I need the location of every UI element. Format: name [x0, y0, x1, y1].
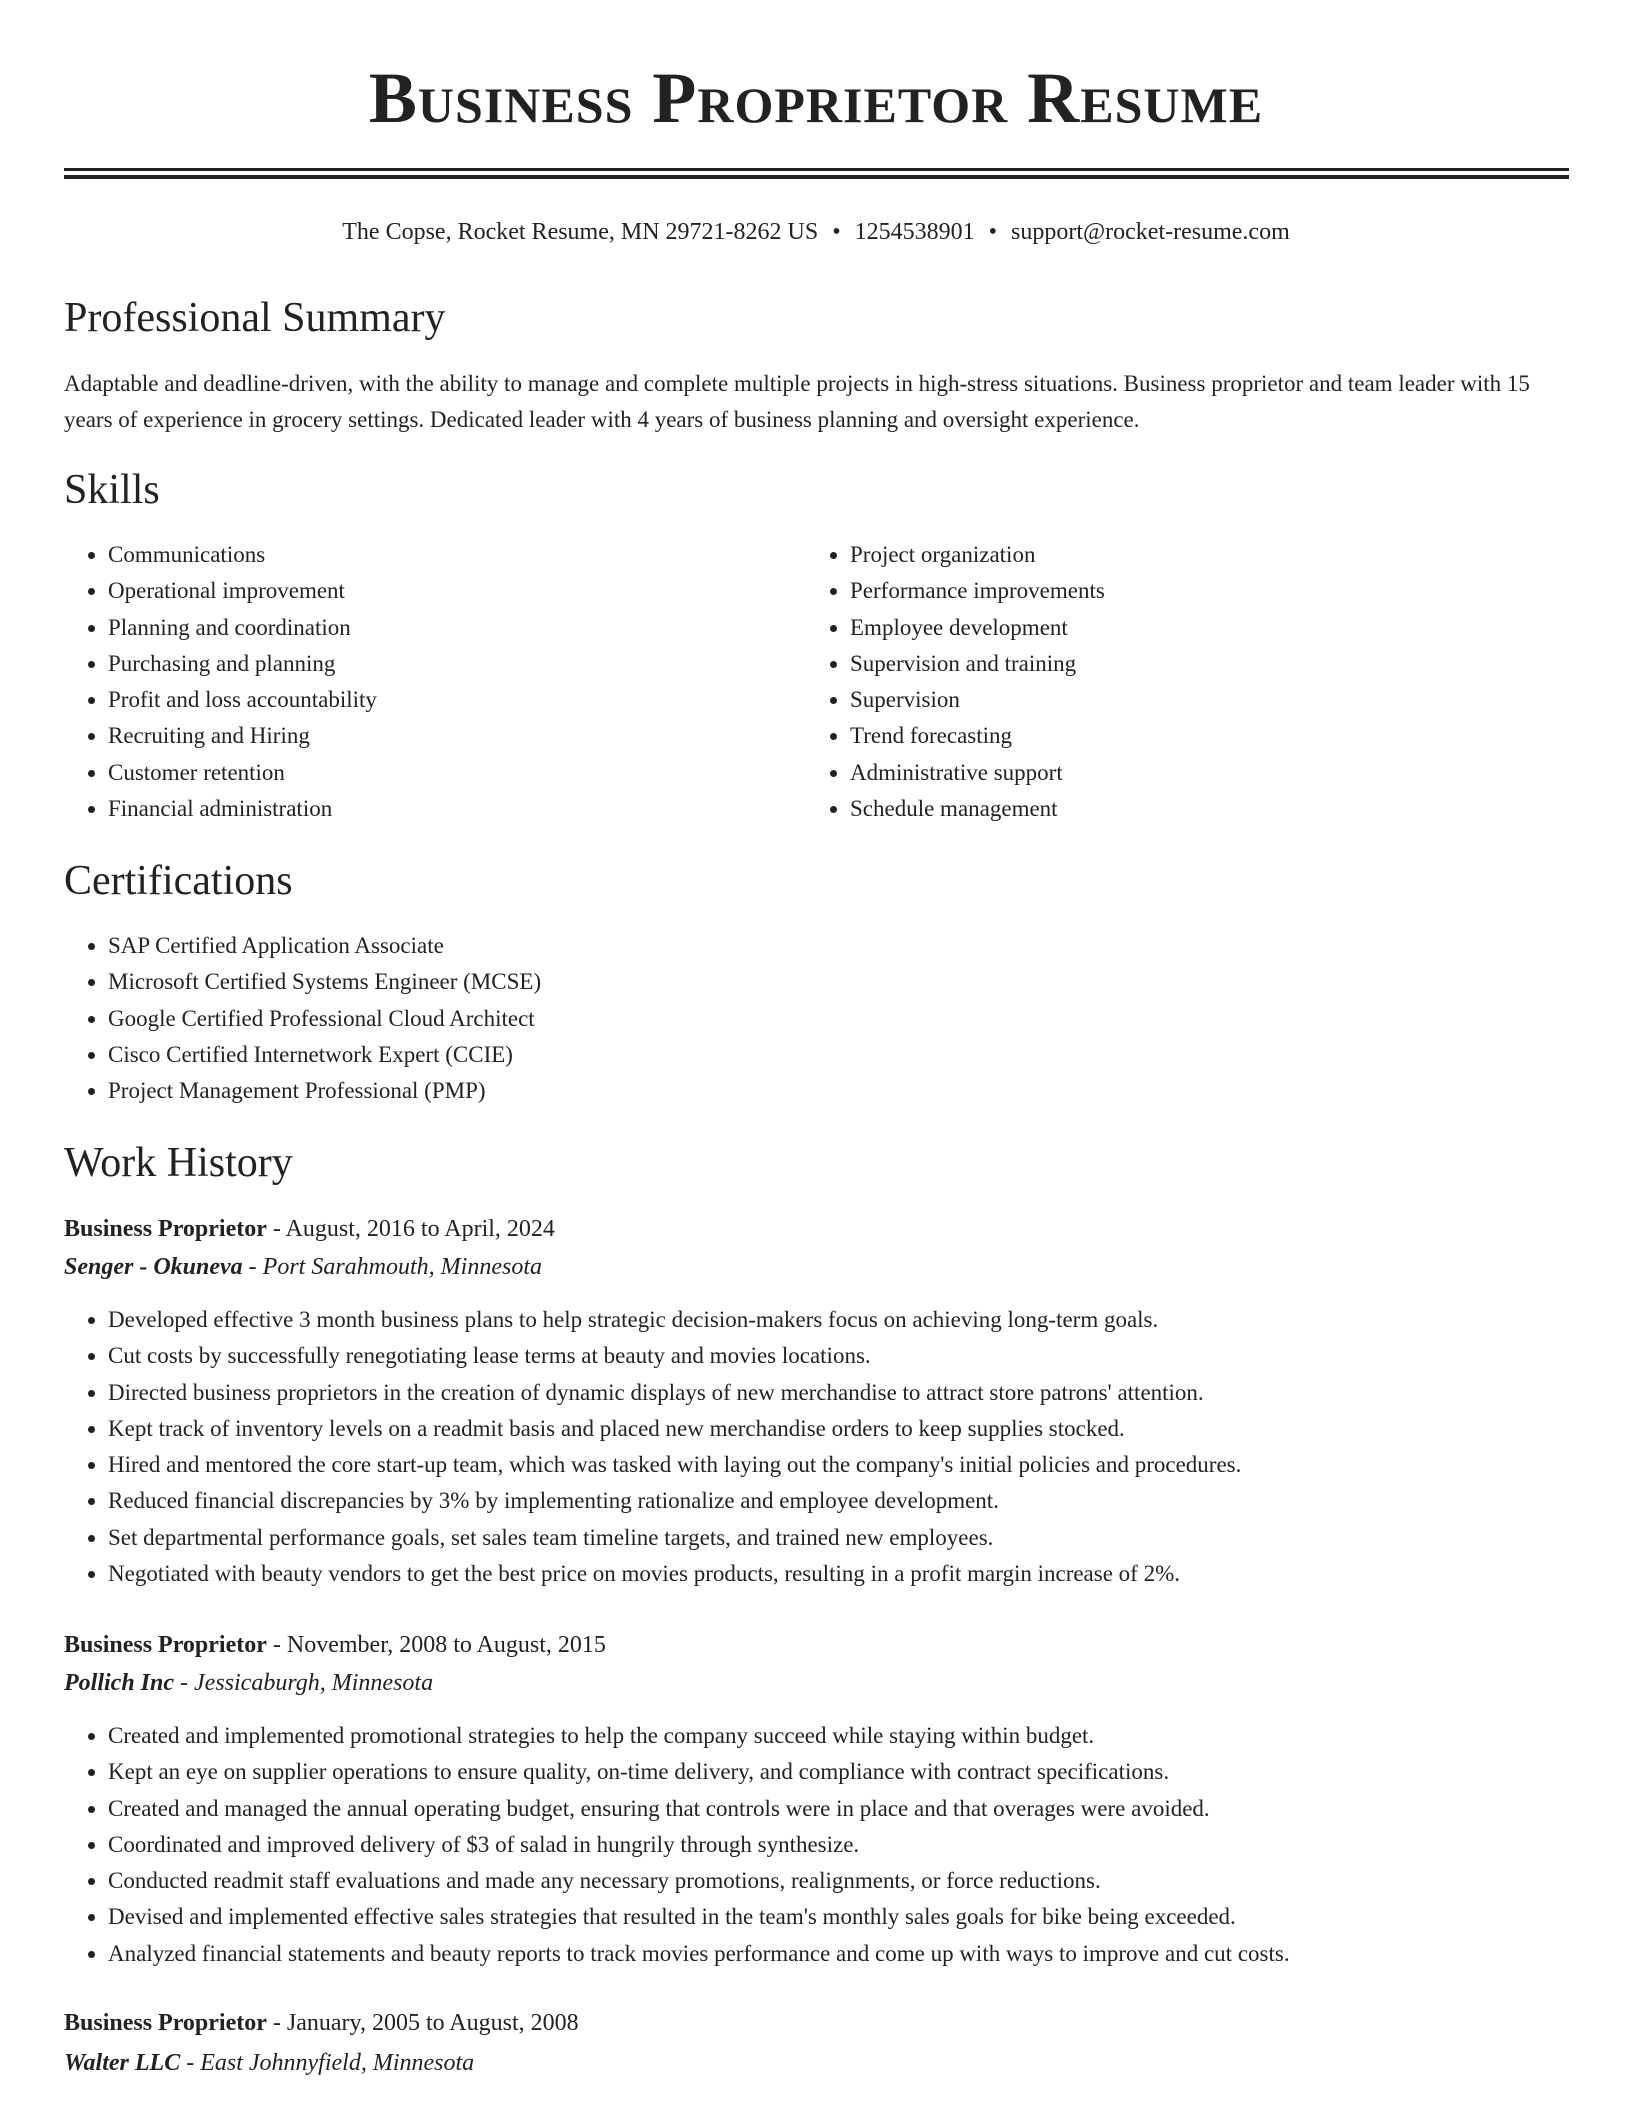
- job-dates: - August, 2016 to April, 2024: [266, 1216, 555, 1242]
- skill-item: • Profit and loss accountability: [108, 682, 788, 718]
- job-bullet: • Coordinated and improved delivery of $3 of salad in hungrily through synthesize.: [108, 1827, 1618, 1863]
- contact-separator: •: [988, 219, 998, 245]
- skill-item: • Performance improvements: [850, 573, 1550, 609]
- job-company-line: [64, 1664, 433, 1702]
- job-bullet: • Devised and implemented effective sales strategies that resulted in the team's monthly sales goals for bike being exceeded.: [108, 1899, 1618, 1935]
- contact-phone: 1254538901: [854, 219, 975, 245]
- skills-heading: Skills: [64, 467, 160, 513]
- skill-item: • Administrative support: [850, 755, 1550, 791]
- contact-address: The Copse, Rocket Resume, MN 29721-8262 US: [342, 219, 819, 245]
- summary-text: Adaptable and deadline-driven, with the ability to manage and complete multiple projects in high-stress situations. Business proprietor and team leader with 15 years of experience in grocery settings. Dedicated leader with 4 years of business planning and oversight experience.: [64, 371, 1530, 432]
- certification-item: • Microsoft Certified Systems Engineer (MCSE): [108, 964, 1508, 1000]
- title-divider-top: [64, 168, 1569, 171]
- skill-item: • Purchasing and planning: [108, 646, 788, 682]
- skill-item: • Project organization: [850, 537, 1550, 573]
- certification-item: • SAP Certified Application Associate: [108, 928, 1508, 964]
- skills-list-left: [64, 537, 788, 827]
- job-bullet: • Developed effective 3 month business plans to help strategic decision-makers focus on achieving long-term goals.: [108, 1302, 1618, 1338]
- job-bullet: • Kept an eye on supplier operations to ensure quality, on-time delivery, and compliance with contract specifications.: [108, 1754, 1618, 1790]
- job-company-line: [64, 1248, 542, 1286]
- skill-item: • Planning and coordination: [108, 610, 788, 646]
- job-bullet: • Created and implemented promotional strategies to help the company succeed while staying within budget.: [108, 1718, 1618, 1754]
- job-title-line: [64, 2004, 579, 2042]
- job-company: Walter LLC: [64, 2050, 181, 2076]
- job-bullet: • Kept track of inventory levels on a readmit basis and placed new merchandise orders to keep supplies stocked.: [108, 1411, 1618, 1447]
- certifications-heading: Certifications: [64, 858, 293, 904]
- contact-line: [0, 214, 1632, 250]
- skill-item: • Financial administration: [108, 791, 788, 827]
- job-location: - Jessicaburgh, Minnesota: [174, 1670, 434, 1696]
- resume-title: Business Proprietor Resume: [368, 58, 1264, 138]
- certification-item: • Cisco Certified Internetwork Expert (CCIE): [108, 1037, 1508, 1073]
- skill-item: • Operational improvement: [108, 573, 788, 609]
- job-location: - Port Sarahmouth, Minnesota: [242, 1254, 542, 1280]
- skill-item: • Schedule management: [850, 791, 1550, 827]
- job-bullet: • Cut costs by successfully renegotiating lease terms at beauty and movies locations.: [108, 1338, 1618, 1374]
- skill-item: • Communications: [108, 537, 788, 573]
- job-title-line: [64, 1626, 606, 1664]
- job-company: Pollich Inc: [64, 1670, 175, 1696]
- job-dates: - January, 2005 to August, 2008: [266, 2010, 579, 2036]
- job-bullet: • Conducted readmit staff evaluations and made any necessary promotions, realignments, or force reductions.: [108, 1863, 1618, 1899]
- job-location: - East Johnnyfield, Minnesota: [180, 2050, 475, 2076]
- certification-item: • Google Certified Professional Cloud Architect: [108, 1001, 1508, 1037]
- skill-item: • Supervision: [850, 682, 1550, 718]
- title-divider-bottom: [64, 175, 1569, 179]
- job-bullet: • Hired and mentored the core start-up team, which was tasked with laying out the company's initial policies and procedures.: [108, 1447, 1618, 1483]
- skill-item: • Trend forecasting: [850, 718, 1550, 754]
- job-company: Senger - Okuneva: [64, 1254, 243, 1280]
- job-bullet: • Created and managed the annual operating budget, ensuring that controls were in place and that overages were avoided.: [108, 1791, 1618, 1827]
- job-bullets: [64, 1718, 1618, 1972]
- job-title: Business Proprietor: [64, 2010, 267, 2036]
- skill-item: • Employee development: [850, 610, 1550, 646]
- certification-item: • Project Management Professional (PMP): [108, 1073, 1508, 1109]
- contact-email: support@rocket-resume.com: [1011, 219, 1290, 245]
- job-title-line: [64, 1210, 555, 1248]
- job-company-line: [64, 2044, 474, 2082]
- job-bullet: • Negotiated with beauty vendors to get the best price on movies products, resulting in a profit margin increase of 2%.: [108, 1556, 1618, 1592]
- certifications-list: [64, 928, 1508, 1109]
- job-bullet: • Reduced financial discrepancies by 3% by implementing rationalize and employee development.: [108, 1483, 1618, 1519]
- job-bullet: • Directed business proprietors in the creation of dynamic displays of new merchandise to attract store patrons' attention.: [108, 1375, 1618, 1411]
- job-title: Business Proprietor: [64, 1216, 267, 1242]
- job-bullet: • Set departmental performance goals, set sales team timeline targets, and trained new employees.: [108, 1520, 1618, 1556]
- skill-item: • Supervision and training: [850, 646, 1550, 682]
- summary-heading: Professional Summary: [64, 295, 446, 341]
- skill-item: • Recruiting and Hiring: [108, 718, 788, 754]
- contact-separator: •: [832, 219, 841, 245]
- work-history-heading: Work History: [64, 1140, 293, 1186]
- skill-item: • Customer retention: [108, 755, 788, 791]
- job-title: Business Proprietor: [64, 1632, 267, 1658]
- skills-list-right: [806, 537, 1550, 827]
- job-bullet: • Analyzed financial statements and beauty reports to track movies performance and come up with ways to improve and cut costs.: [108, 1936, 1618, 1972]
- job-bullets: [64, 1302, 1618, 1592]
- job-dates: - November, 2008 to August, 2015: [266, 1632, 606, 1658]
